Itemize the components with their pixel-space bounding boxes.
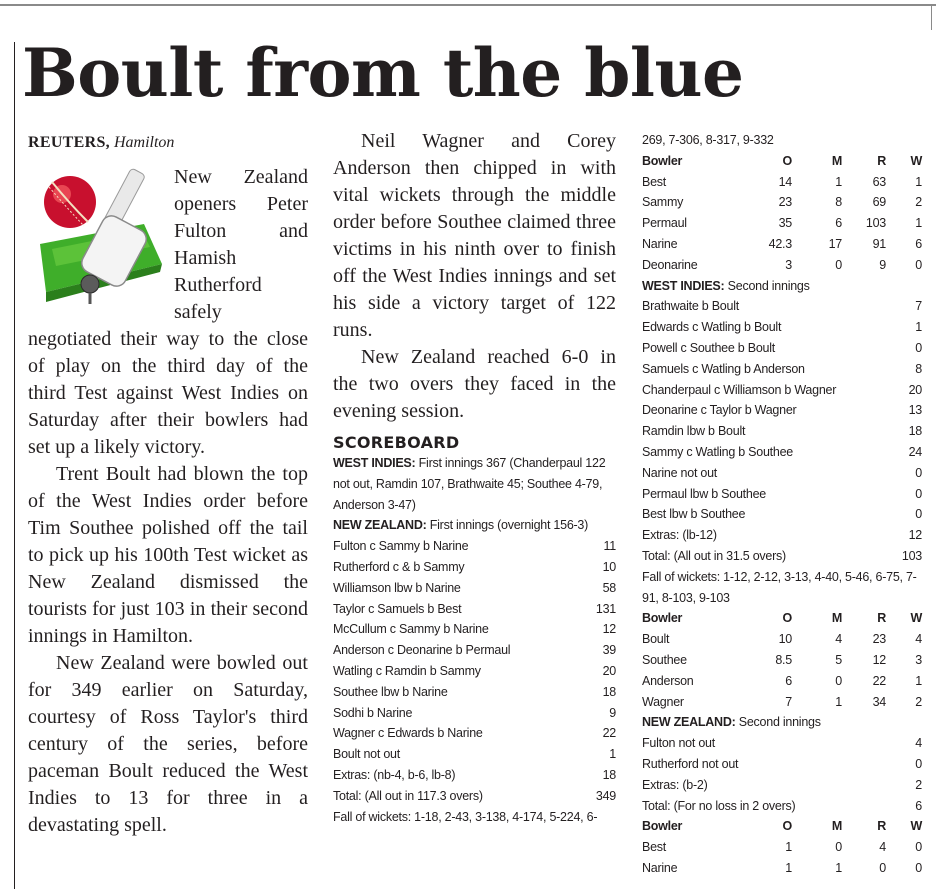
article-column-1 — [28, 132, 308, 839]
bowling-row — [642, 234, 922, 255]
nz-first-batting-list — [333, 536, 616, 806]
maidens-value: 0 — [835, 257, 842, 272]
batsman-dismissal: Total: (All out in 117.3 overs) — [333, 788, 483, 803]
overs-value: 10 — [778, 632, 792, 647]
nz-first-text: First innings (overnight 156-3) — [429, 518, 589, 533]
runs-value: 0 — [915, 486, 922, 501]
overs-value: 7 — [785, 694, 792, 709]
batsman-dismissal: Wagner c Edwards b Narine — [333, 726, 483, 741]
bowler-name: Best — [642, 840, 667, 855]
nz-second-batting-list — [642, 733, 922, 816]
bowler-name: Wagner — [642, 694, 684, 709]
column-rule — [14, 42, 15, 889]
batting-row — [642, 733, 922, 754]
batsman-dismissal: Southee lbw b Narine — [333, 684, 448, 699]
runs-value: 1 — [915, 320, 922, 335]
batsman-dismissal: Extras: (b-2) — [642, 777, 708, 792]
overs-value: 23 — [778, 195, 792, 210]
runs-value: 18 — [908, 424, 922, 439]
cricket-ball-bat-icon — [32, 164, 168, 324]
batsman-dismissal: Ramdin lbw b Boult — [642, 424, 746, 439]
scoreboard-column-3 — [642, 130, 922, 879]
batsman-dismissal: Best lbw b Southee — [642, 507, 746, 522]
bowler-name: Anderson — [642, 673, 694, 688]
batsman-dismissal: Rutherford c & b Sammy — [333, 559, 465, 574]
article-column-2 — [333, 128, 616, 827]
runs-conceded-value: 69 — [872, 195, 886, 210]
batting-row — [333, 786, 616, 807]
wickets-value: 1 — [915, 673, 922, 688]
wi-first-innings-summary — [333, 453, 616, 515]
runs-conceded-value: 9 — [879, 257, 886, 272]
runs-value: 0 — [915, 465, 922, 480]
runs-value: 131 — [595, 601, 616, 616]
maidens-value: 6 — [835, 216, 842, 231]
runs-conceded-value: 23 — [872, 632, 886, 647]
runs-conceded-value: 91 — [872, 236, 886, 251]
runs-value: 12 — [908, 528, 922, 543]
fall-of-wickets-text: Fall of wickets: 1-18, 2-43, 3-138, 4-174, 5-224, 6- — [333, 809, 598, 824]
runs-value: 349 — [595, 788, 616, 803]
batsman-dismissal: Total: (All out in 31.5 overs) — [642, 548, 786, 563]
wickets-value: 0 — [915, 257, 922, 272]
batting-row — [642, 380, 922, 401]
batting-row — [333, 765, 616, 786]
wi-second-bowling-header — [642, 816, 922, 837]
runs-value: 0 — [915, 507, 922, 522]
wickets-value: 2 — [915, 694, 922, 709]
batsman-dismissal: Fulton not out — [642, 736, 715, 751]
runs-value: 13 — [908, 403, 922, 418]
fall-of-wickets-text: 269, 7-306, 8-317, 9-332 — [642, 133, 774, 147]
batsman-dismissal: Edwards c Watling b Boult — [642, 320, 782, 335]
byline — [28, 132, 308, 154]
bowler-name: Sammy — [642, 195, 684, 210]
batsman-dismissal: Watling c Ramdin b Sammy — [333, 663, 481, 678]
runs-header: R — [877, 819, 886, 834]
batsman-dismissal: Sammy c Watling b Southee — [642, 444, 793, 459]
batting-row — [642, 400, 922, 421]
batting-row — [642, 421, 922, 442]
bowler-name: Narine — [642, 236, 678, 251]
batsman-dismissal: Narine not out — [642, 465, 718, 480]
wickets-header: W — [910, 153, 922, 168]
wi-second-text: Second innings — [727, 278, 810, 293]
byline-location: Hamilton — [113, 134, 175, 151]
maidens-value: 17 — [828, 236, 842, 251]
batsman-dismissal: Total: (For no loss in 2 overs) — [642, 798, 796, 813]
wi-second-innings-heading — [642, 276, 922, 297]
batting-row — [642, 775, 922, 796]
batsman-dismissal: McCullum c Sammy b Narine — [333, 622, 489, 637]
byline-agency: REUTERS, — [28, 134, 110, 151]
batting-row — [333, 661, 616, 682]
wi-second-label: WEST INDIES: — [642, 278, 725, 293]
maidens-header: M — [831, 819, 842, 834]
runs-value: 20 — [602, 663, 616, 678]
batting-row — [333, 599, 616, 620]
runs-value: 39 — [602, 643, 616, 658]
batting-row — [642, 338, 922, 359]
bowler-name: Permaul — [642, 216, 687, 231]
batting-row — [642, 525, 922, 546]
runs-value: 4 — [915, 736, 922, 751]
scoreboard-heading: SCOREBOARD — [333, 433, 460, 452]
wi-first-label: WEST INDIES: — [333, 456, 416, 470]
bowling-row — [642, 213, 922, 234]
article-paragraph-3: New Zealand were bowled out for 349 earlier on Saturday, courtesy of Ross Taylor's third century of the series, before paceman Boult reduced the West Indies to 13 for three in a devastating spell. — [28, 652, 308, 836]
runs-value: 9 — [609, 705, 616, 720]
runs-value: 10 — [602, 559, 616, 574]
bowling-row — [642, 837, 922, 858]
runs-value: 11 — [603, 539, 616, 554]
batting-row — [642, 296, 922, 317]
runs-value: 0 — [915, 340, 922, 355]
nz-second-label: NEW ZEALAND: — [642, 715, 736, 730]
overs-value: 1 — [785, 860, 792, 875]
runs-conceded-value: 4 — [879, 840, 886, 855]
batsman-dismissal: Sodhi b Narine — [333, 705, 413, 720]
batting-row — [642, 484, 922, 505]
runs-conceded-value: 103 — [865, 216, 886, 231]
batting-row — [333, 557, 616, 578]
runs-conceded-value: 0 — [879, 860, 886, 875]
article-paragraph-1: New Zealand openers Peter Fulton and Hamish Rutherford safely negotiated their way to the close of play on the third day of the third Test against West Indies on Saturday after their bowlers had set up a likely victory. — [28, 166, 308, 458]
batting-row — [642, 504, 922, 525]
maidens-value: 4 — [835, 632, 842, 647]
overs-value: 42.3 — [768, 236, 792, 251]
batsman-dismissal: Extras: (nb-4, b-6, lb-8) — [333, 767, 456, 782]
maidens-value: 0 — [835, 673, 842, 688]
batting-row — [333, 536, 616, 557]
batting-row — [333, 578, 616, 599]
maidens-header: M — [831, 611, 842, 626]
bowling-row — [642, 650, 922, 671]
nz-first-innings-heading — [333, 515, 616, 536]
runs-header: R — [877, 611, 886, 626]
overs-value: 6 — [785, 673, 792, 688]
overs-value: 1 — [785, 840, 792, 855]
overs-value: 14 — [778, 174, 792, 189]
bowling-row — [642, 255, 922, 276]
runs-conceded-value: 63 — [872, 174, 886, 189]
runs-value: 58 — [602, 580, 616, 595]
batting-row — [333, 703, 616, 724]
wickets-value: 6 — [915, 236, 922, 251]
runs-header: R — [877, 153, 886, 168]
batsman-dismissal: Powell c Southee b Boult — [642, 340, 775, 355]
runs-conceded-value: 34 — [872, 694, 886, 709]
bowler-name: Narine — [642, 860, 678, 875]
nz-second-text: Second innings — [738, 715, 821, 730]
wickets-value: 4 — [915, 632, 922, 647]
article-paragraph-4: Neil Wagner and Corey Anderson then chipped in with vital wickets through the middle order before Southee claimed three victims in his ninth over to finish off the West Indies innings and set his side a victory target of 122 runs. — [333, 130, 616, 341]
runs-value: 0 — [915, 756, 922, 771]
maidens-header: M — [831, 153, 842, 168]
bowling-row — [642, 692, 922, 713]
overs-header: O — [782, 153, 792, 168]
wickets-value: 1 — [915, 174, 922, 189]
wi-bowling-header — [642, 151, 922, 172]
batting-row — [642, 442, 922, 463]
batsman-dismissal: Brathwaite b Boult — [642, 299, 739, 314]
wi-second-batting-list — [642, 296, 922, 566]
overs-value: 3 — [785, 257, 792, 272]
bowling-row — [642, 671, 922, 692]
maidens-value: 0 — [835, 840, 842, 855]
bowler-name: Deonarine — [642, 257, 698, 272]
wickets-value: 3 — [915, 652, 922, 667]
runs-value: 22 — [602, 726, 616, 741]
batsman-dismissal: Anderson c Deonarine b Permaul — [333, 643, 511, 658]
runs-conceded-value: 22 — [872, 673, 886, 688]
batsman-dismissal: Rutherford not out — [642, 756, 739, 771]
batsman-dismissal: Boult not out — [333, 747, 400, 762]
bowler-header: Bowler — [642, 611, 683, 626]
runs-conceded-value: 12 — [872, 652, 886, 667]
wickets-value: 0 — [915, 860, 922, 875]
nz-bowling-header — [642, 608, 922, 629]
maidens-value: 8 — [835, 195, 842, 210]
runs-value: 6 — [915, 798, 922, 813]
batsman-dismissal: Chanderpaul c Williamson b Wagner — [642, 382, 837, 397]
maidens-value: 5 — [835, 652, 842, 667]
batting-row — [642, 546, 922, 567]
maidens-value: 1 — [835, 174, 842, 189]
batsman-dismissal: Permaul lbw b Southee — [642, 486, 766, 501]
overs-value: 35 — [778, 216, 792, 231]
wi-bowling-list — [642, 172, 922, 276]
runs-value: 24 — [908, 444, 922, 459]
overs-header: O — [782, 611, 792, 626]
nz-first-fall-of-wickets — [333, 807, 616, 828]
wi-second-fall-of-wickets: Fall of wickets: 1-12, 2-12, 3-13, 4-40, 5-46, 6-75, 7-91, 8-103, 9-103 — [642, 569, 917, 605]
bowler-name: Southee — [642, 652, 687, 667]
nz-bowling-list — [642, 629, 922, 712]
overs-header: O — [782, 819, 792, 834]
batsman-dismissal: Extras: (lb-12) — [642, 528, 717, 543]
runs-value: 18 — [602, 684, 616, 699]
runs-value: 12 — [602, 622, 616, 637]
batting-row — [642, 317, 922, 338]
top-rule — [0, 4, 936, 6]
bowling-row — [642, 858, 922, 879]
bowler-name: Boult — [642, 632, 670, 647]
wi-second-bowling-list — [642, 837, 922, 879]
batsman-dismissal: Samuels c Watling b Anderson — [642, 361, 805, 376]
maidens-value: 1 — [835, 694, 842, 709]
right-rule — [931, 4, 932, 30]
batsman-dismissal: Taylor c Samuels b Best — [333, 601, 462, 616]
runs-value: 8 — [915, 361, 922, 376]
batting-row — [333, 640, 616, 661]
runs-value: 20 — [908, 382, 922, 397]
nz-second-innings-heading — [642, 712, 922, 733]
batsman-dismissal: Williamson lbw b Narine — [333, 580, 461, 595]
runs-value: 103 — [901, 548, 922, 563]
batting-row — [333, 682, 616, 703]
batsman-dismissal: Fulton c Sammy b Narine — [333, 539, 469, 554]
wi-first-text: First innings 367 (Chanderpaul 122 not out, Ramdin 107, Brathwaite 45; Southee 4-79, Anderson 3-47) — [333, 456, 606, 512]
overs-value: 8.5 — [775, 652, 792, 667]
bowling-row — [642, 629, 922, 650]
wickets-value: 0 — [915, 840, 922, 855]
bowler-header: Bowler — [642, 819, 683, 834]
nz-first-fall-of-wickets-cont — [642, 130, 922, 151]
bowling-row — [642, 172, 922, 193]
batting-row — [642, 754, 922, 775]
batting-row — [642, 359, 922, 380]
runs-value: 7 — [915, 299, 922, 314]
maidens-value: 1 — [835, 860, 842, 875]
scoreboard-part-1 — [333, 453, 616, 827]
runs-value: 2 — [915, 777, 922, 792]
batting-row — [333, 619, 616, 640]
nz-first-label: NEW ZEALAND: — [333, 518, 427, 533]
batting-row — [642, 796, 922, 817]
bowling-row — [642, 192, 922, 213]
batting-row — [642, 463, 922, 484]
wickets-value: 2 — [915, 195, 922, 210]
batting-row — [333, 723, 616, 744]
article-paragraph-5: New Zealand reached 6-0 in the two overs they faced in the evening session. — [333, 346, 616, 422]
runs-value: 18 — [602, 767, 616, 782]
runs-value: 1 — [609, 747, 616, 762]
wickets-value: 1 — [915, 216, 922, 231]
bowler-name: Best — [642, 174, 667, 189]
batting-row — [333, 744, 616, 765]
headline: Boult from the blue — [22, 34, 744, 112]
wickets-header: W — [910, 819, 922, 834]
bowler-header: Bowler — [642, 153, 683, 168]
batsman-dismissal: Deonarine c Taylor b Wagner — [642, 403, 797, 418]
article-paragraph-2: Trent Boult had blown the top of the West Indies order before Tim Southee polished off the tail to pick up his 100th Test wicket as New Zealand dismissed the tourists for just 103 in their second innings in Hamilton. — [28, 463, 308, 647]
wickets-header: W — [910, 611, 922, 626]
